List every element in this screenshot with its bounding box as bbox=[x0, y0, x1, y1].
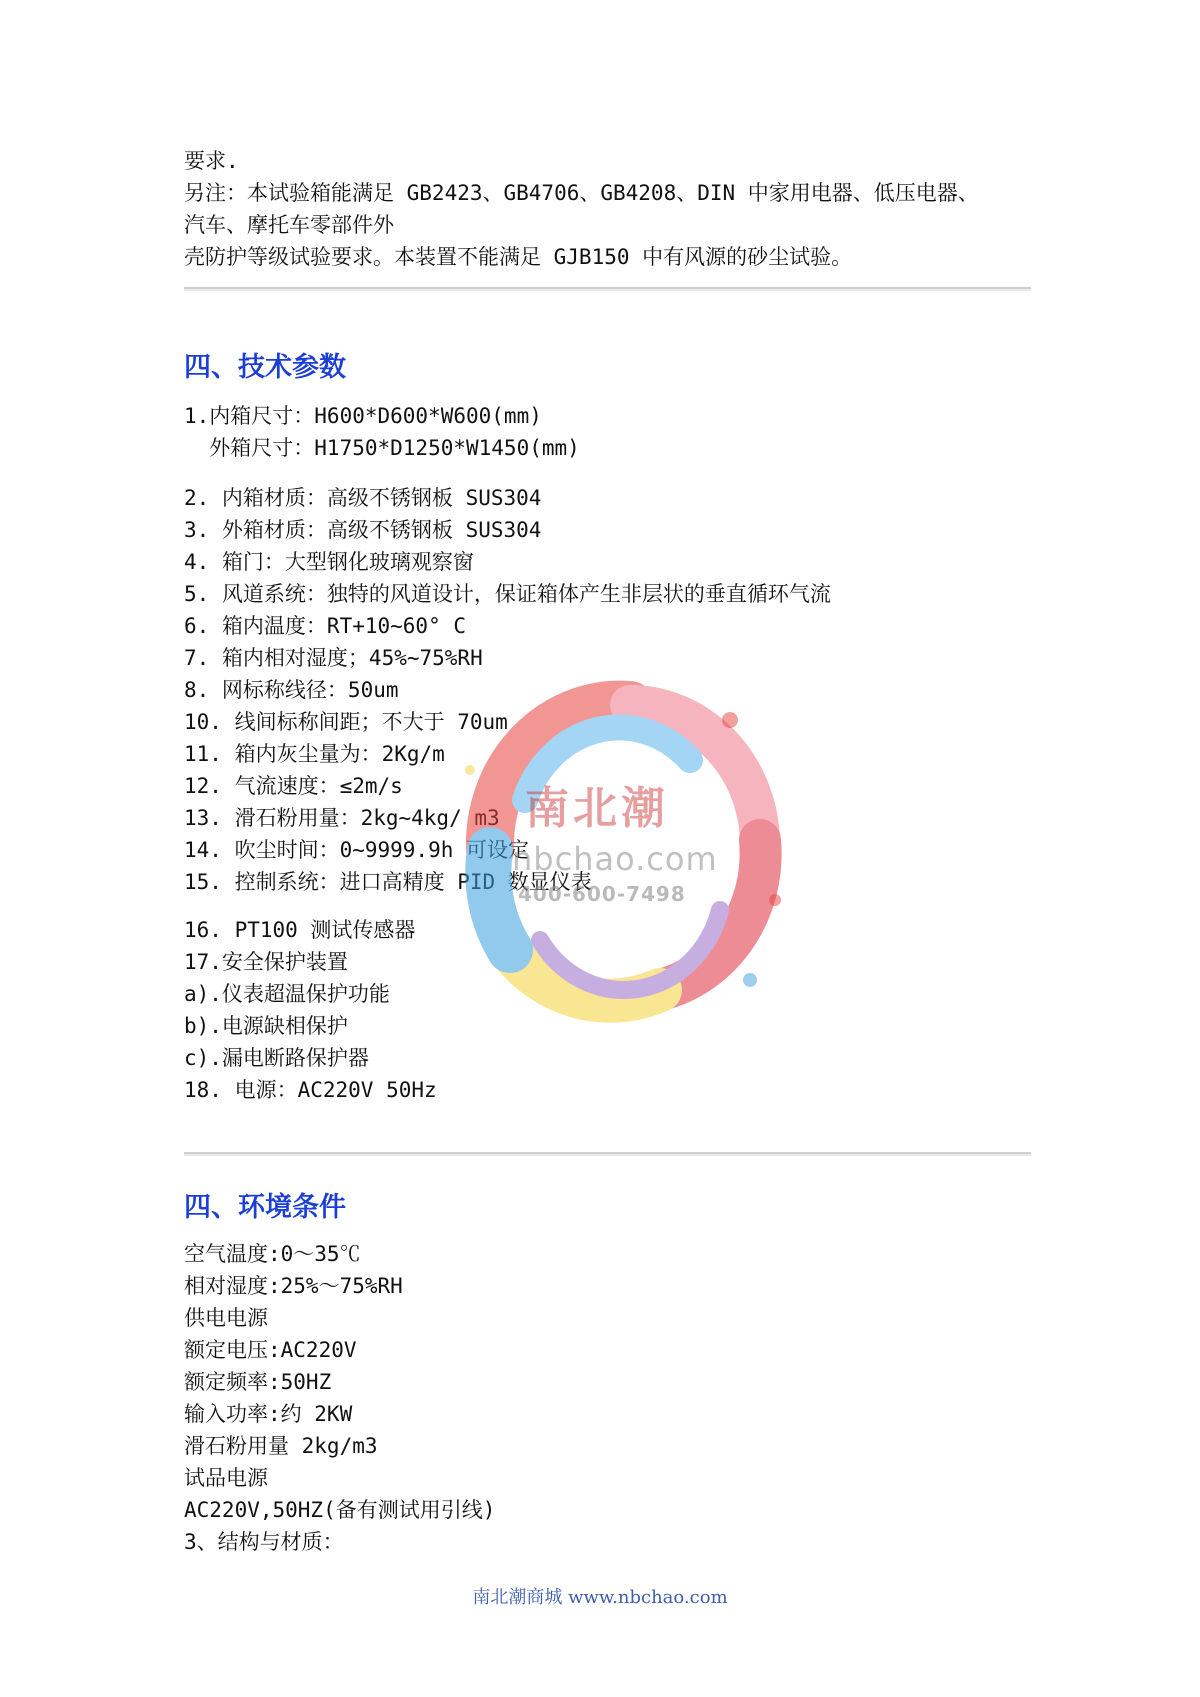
env-item: 供电电源 bbox=[184, 1306, 268, 1330]
tech-heading: 四、技术参数 bbox=[184, 352, 346, 383]
intro-line: 壳防护等级试验要求。本装置不能满足 GJB150 中有风源的砂尘试验。 bbox=[184, 245, 853, 269]
tech-item: 外箱尺寸：H1750*D1250*W1450(mm) bbox=[184, 436, 580, 460]
tech-item: 6. 箱内温度：RT+10~60° C bbox=[184, 614, 467, 638]
watermark-brand: 南北潮 bbox=[525, 783, 669, 834]
tech-item: 10. 线间标称间距；不大于 70um bbox=[184, 710, 508, 734]
tech-item: 18. 电源：AC220V 50Hz bbox=[184, 1078, 437, 1102]
page-footer: 南北潮商城 www.nbchao.com bbox=[472, 1587, 728, 1608]
env-item: 3、结构与材质： bbox=[184, 1530, 344, 1554]
env-list bbox=[184, 1238, 1044, 1558]
env-item: 试品电源 bbox=[184, 1466, 268, 1490]
tech-item: 5. 风道系统：独特的风道设计，保证箱体产生非层状的垂直循环气流 bbox=[184, 582, 831, 606]
env-item: 滑石粉用量 2kg/m3 bbox=[184, 1434, 378, 1458]
env-item: 输入功率:约 2KW bbox=[184, 1402, 353, 1426]
watermark-phone: 400-600-7498 bbox=[518, 882, 686, 906]
tech-list bbox=[184, 400, 1044, 464]
tech-item: 12. 气流速度：≤2m/s bbox=[184, 774, 403, 798]
tech-item: 16. PT100 测试传感器 bbox=[184, 918, 416, 942]
env-heading: 四、环境条件 bbox=[184, 1192, 346, 1223]
env-item: AC220V,50HZ(备有测试用引线) bbox=[184, 1498, 496, 1522]
env-item: 空气温度:0～35℃ bbox=[184, 1242, 361, 1266]
intro-line: 要求. bbox=[184, 149, 239, 173]
section-divider bbox=[184, 1152, 1031, 1156]
tech-item: 15. 控制系统：进口高精度 PID 数显仪表 bbox=[184, 870, 592, 894]
tech-item: 3. 外箱材质：高级不锈钢板 SUS304 bbox=[184, 518, 542, 542]
tech-item: 11. 箱内灰尘量为：2Kg/m bbox=[184, 742, 445, 766]
tech-list bbox=[184, 914, 1044, 1106]
tech-item: 2. 内箱材质：高级不锈钢板 SUS304 bbox=[184, 486, 542, 510]
tech-item: a).仪表超温保护功能 bbox=[184, 982, 390, 1006]
tech-item: 8. 网标称线径：50um bbox=[184, 678, 399, 702]
watermark-domain: nbchao.com bbox=[512, 840, 718, 878]
tech-item: 4. 箱门：大型钢化玻璃观察窗 bbox=[184, 550, 474, 574]
tech-item: 1.内箱尺寸：H600*D600*W600(mm) bbox=[184, 404, 542, 428]
tech-item: c).漏电断路保护器 bbox=[184, 1046, 369, 1070]
tech-item: b).电源缺相保护 bbox=[184, 1014, 348, 1038]
intro-line: 汽车、摩托车零部件外 bbox=[184, 213, 394, 237]
tech-item: 14. 吹尘时间：0~9999.9h 可设定 bbox=[184, 838, 530, 862]
env-item: 相对湿度:25%～75%RH bbox=[184, 1274, 403, 1298]
intro-line: 另注：本试验箱能满足 GB2423、GB4706、GB4208、DIN 中家用电器、低压电器、 bbox=[184, 181, 979, 205]
tech-list bbox=[184, 482, 1044, 898]
env-item: 额定频率:50HZ bbox=[184, 1370, 332, 1394]
section-divider bbox=[184, 287, 1031, 291]
tech-item: 13. 滑石粉用量：2kg~4kg/ m3 bbox=[184, 806, 500, 830]
tech-item: 17.安全保护装置 bbox=[184, 950, 348, 974]
intro-paragraph bbox=[184, 145, 1044, 273]
env-item: 额定电压:AC220V bbox=[184, 1338, 357, 1362]
tech-item: 7. 箱内相对湿度；45%~75%RH bbox=[184, 646, 483, 670]
